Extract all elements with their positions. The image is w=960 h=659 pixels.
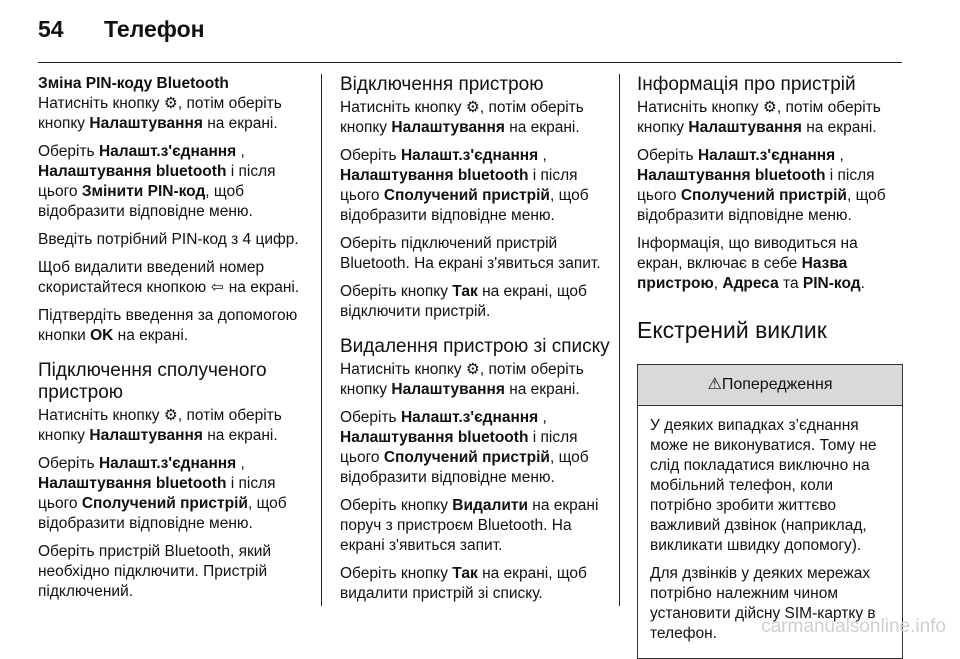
warning-icon: ⚠ — [707, 376, 722, 393]
paragraph: Оберіть кнопку Так на екрані, щоб відключити пристрій. — [340, 283, 587, 320]
paragraph: Натисніть кнопку ⚙, потім оберіть кнопку Налаштування на екрані. — [38, 95, 282, 132]
page-number: 54 — [38, 16, 64, 42]
warning-paragraph: У деяких випадках з’єднання може не виконуватися. Тому не слід покладатися виключно на мобільний телефон, коли потрібно зробити життєво важливий дзвінок (наприклад, викликати швидку допомогу). — [650, 417, 877, 554]
settings-key-icon: ⚙ — [762, 99, 777, 116]
section-title-connect-paired: Підключення сполученого пристрою — [38, 360, 267, 403]
paragraph: Інформація, що виводиться на екран, включає в себе Назва пристрою, Адреса та PIN-код. — [637, 235, 865, 292]
section-title-change-pin: Зміна PIN-коду Bluetooth — [38, 75, 229, 92]
paragraph: Натисніть кнопку ⚙, потім оберіть кнопку Налаштування на екрані. — [637, 99, 881, 136]
paragraph: Оберіть Налашт.з'єднання , Налаштування bluetooth і після цього Сполучений пристрій, щоб відобразити відповідне меню. — [38, 455, 287, 532]
warning-title: Попередження — [721, 376, 833, 393]
paragraph: Підтвердіть введення за допомогою кнопки OK на екрані. — [38, 307, 298, 344]
paragraph: Оберіть Налашт.з'єднання , Налаштування bluetooth і після цього Сполучений пристрій, щоб відобразити відповідне меню. — [340, 147, 589, 224]
settings-key-icon: ⚙ — [163, 95, 178, 112]
warning-paragraph: Для дзвінків у деяких мережах потрібно належним чином установити дійсну SIM-картку в телефон. — [650, 565, 876, 642]
paragraph: Оберіть пристрій Bluetooth, який необхідно підключити. Пристрій підключений. — [38, 543, 272, 600]
paragraph: Оберіть підключений пристрій Bluetooth. На екрані з'явиться запит. — [340, 235, 601, 272]
page-header — [38, 16, 205, 50]
paragraph: Щоб видалити введений номер скористайтеся кнопкою ⇦ на екрані. — [38, 259, 300, 296]
header-divider — [38, 62, 902, 63]
back-arrow-icon: ⇦ — [210, 279, 224, 296]
paragraph: Введіть потрібний PIN-код з 4 цифр. — [38, 231, 299, 248]
column-1 — [38, 74, 310, 610]
paragraph: Оберіть кнопку Так на екрані, щоб видалити пристрій зі списку. — [340, 565, 587, 602]
paragraph: Оберіть кнопку Видалити на екрані поруч з пристроєм Bluetooth. На екрані з'явиться запит. — [340, 497, 599, 554]
warning-box — [637, 364, 903, 659]
column-3 — [637, 74, 905, 659]
paragraph: Оберіть Налашт.з'єднання , Налаштування bluetooth і після цього Сполучений пристрій, щоб відобразити відповідне меню. — [340, 409, 589, 486]
warning-header — [638, 365, 902, 406]
column-divider-1 — [321, 74, 322, 606]
section-title-device-info: Інформація про пристрій — [637, 74, 856, 95]
section-title-emergency-call: Екстрений виклик — [637, 317, 827, 343]
settings-key-icon: ⚙ — [163, 407, 178, 424]
watermark: carmanualsonline.info — [761, 616, 946, 637]
paragraph: Натисніть кнопку ⚙, потім оберіть кнопку Налаштування на екрані. — [340, 99, 584, 136]
column-2 — [340, 74, 610, 612]
paragraph: Натисніть кнопку ⚙, потім оберіть кнопку Налаштування на екрані. — [340, 361, 584, 398]
section-title-disconnect: Відключення пристрою — [340, 74, 544, 95]
settings-key-icon: ⚙ — [465, 99, 480, 116]
column-divider-2 — [619, 74, 620, 606]
paragraph: Натисніть кнопку ⚙, потім оберіть кнопку Налаштування на екрані. — [38, 407, 282, 444]
page-title: Телефон — [104, 16, 205, 42]
settings-key-icon: ⚙ — [465, 361, 480, 378]
paragraph: Оберіть Налашт.з'єднання , Налаштування bluetooth і після цього Сполучений пристрій, щоб відобразити відповідне меню. — [637, 147, 886, 224]
section-title-delete-device: Видалення пристрою зі списку — [340, 336, 610, 357]
paragraph: Оберіть Налашт.з'єднання , Налаштування bluetooth і після цього Змінити PIN-код, щоб відобразити відповідне меню. — [38, 143, 276, 220]
